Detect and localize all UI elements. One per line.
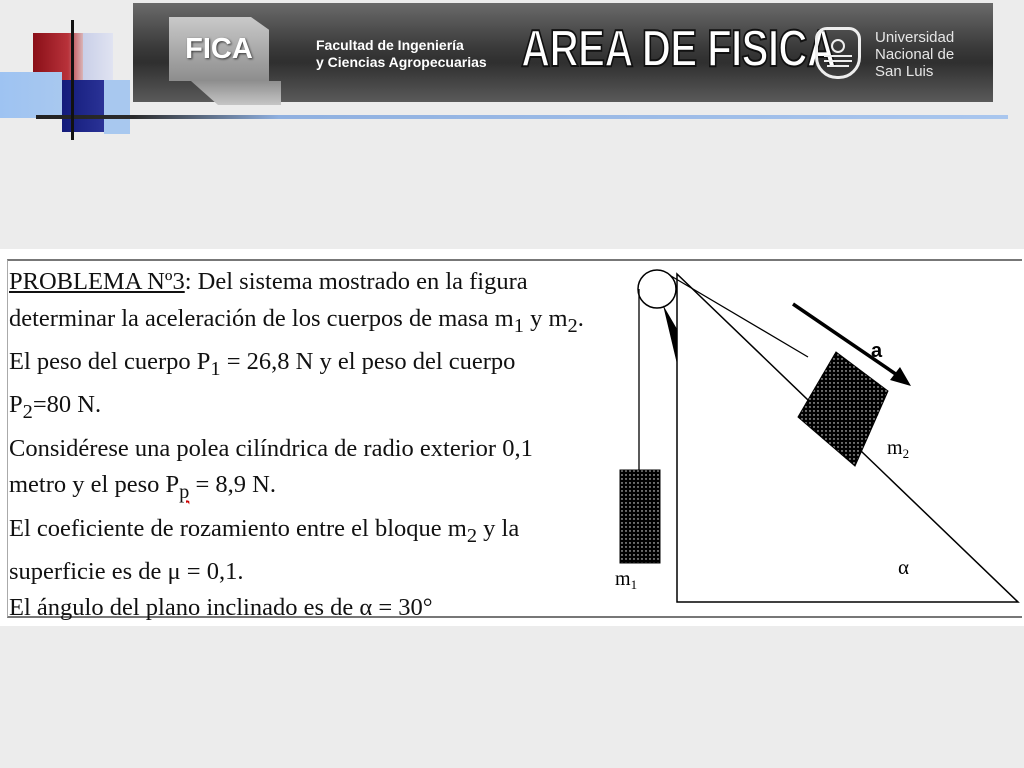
decor-navy-square bbox=[62, 80, 104, 132]
angle-alpha-label: α bbox=[898, 555, 910, 579]
problem-title: PROBLEMA Nº3 bbox=[9, 268, 185, 295]
problem-line-5: Considérese una polea cilíndrica de radio exterior 0,1 bbox=[9, 434, 533, 462]
problem-line-9: El ángulo del plano inclinado es de α = 30° bbox=[9, 594, 433, 622]
decor-blue-square-right bbox=[104, 80, 130, 134]
problem-panel bbox=[0, 249, 1024, 626]
m2-label: $m_2$ bbox=[887, 437, 910, 461]
incline-pulley-diagram bbox=[600, 249, 1024, 626]
university-name-line3: San Luis bbox=[875, 63, 934, 80]
header-banner bbox=[133, 3, 993, 102]
problem-line-3: El peso del cuerpo $P_1 = 26,8$ N y el peso del cuerpo bbox=[9, 347, 516, 380]
problem-line-8: superficie es de μ = 0,1. bbox=[9, 557, 244, 585]
faculty-name-line1: Facultad de Ingeniería bbox=[316, 37, 464, 53]
acceleration-label: a bbox=[871, 340, 883, 362]
block-m1 bbox=[620, 470, 660, 563]
decor-horizontal-line bbox=[36, 115, 1008, 119]
university-shield-icon bbox=[815, 27, 861, 79]
problem-line-2: determinar la aceleración de los cuerpos de masa $m_1$ y $m_2$. bbox=[9, 304, 584, 337]
pulley-icon bbox=[638, 270, 676, 308]
acceleration-arrowhead bbox=[890, 367, 911, 386]
area-title: AREA DE FISICA bbox=[521, 20, 836, 78]
problem-line-7: El coeficiente de rozamiento entre el bloque $m_2$ y la bbox=[9, 514, 520, 547]
decor-blue-square-left bbox=[0, 72, 62, 118]
decor-vertical-line bbox=[71, 20, 74, 140]
faculty-name-line2: y Ciencias Agropecuarias bbox=[316, 54, 487, 70]
pulley-support bbox=[663, 305, 677, 364]
problem-statement bbox=[9, 264, 589, 627]
fica-logo-tab bbox=[191, 81, 281, 105]
decor-lightblue-square bbox=[83, 33, 113, 80]
problem-line-6: metro y el peso $P_p = 8,9$ N. bbox=[9, 471, 276, 504]
fica-logo-text: FICA bbox=[185, 33, 253, 65]
university-name-line2: Nacional de bbox=[875, 46, 955, 63]
university-name-line1: Universidad bbox=[875, 29, 955, 46]
problem-line-1: PROBLEMA Nº3: Del sistema mostrado en la figura bbox=[9, 268, 528, 295]
problem-line-4: $P_2=80$ N. bbox=[9, 391, 102, 424]
m1-label: $m_1$ bbox=[615, 568, 638, 592]
